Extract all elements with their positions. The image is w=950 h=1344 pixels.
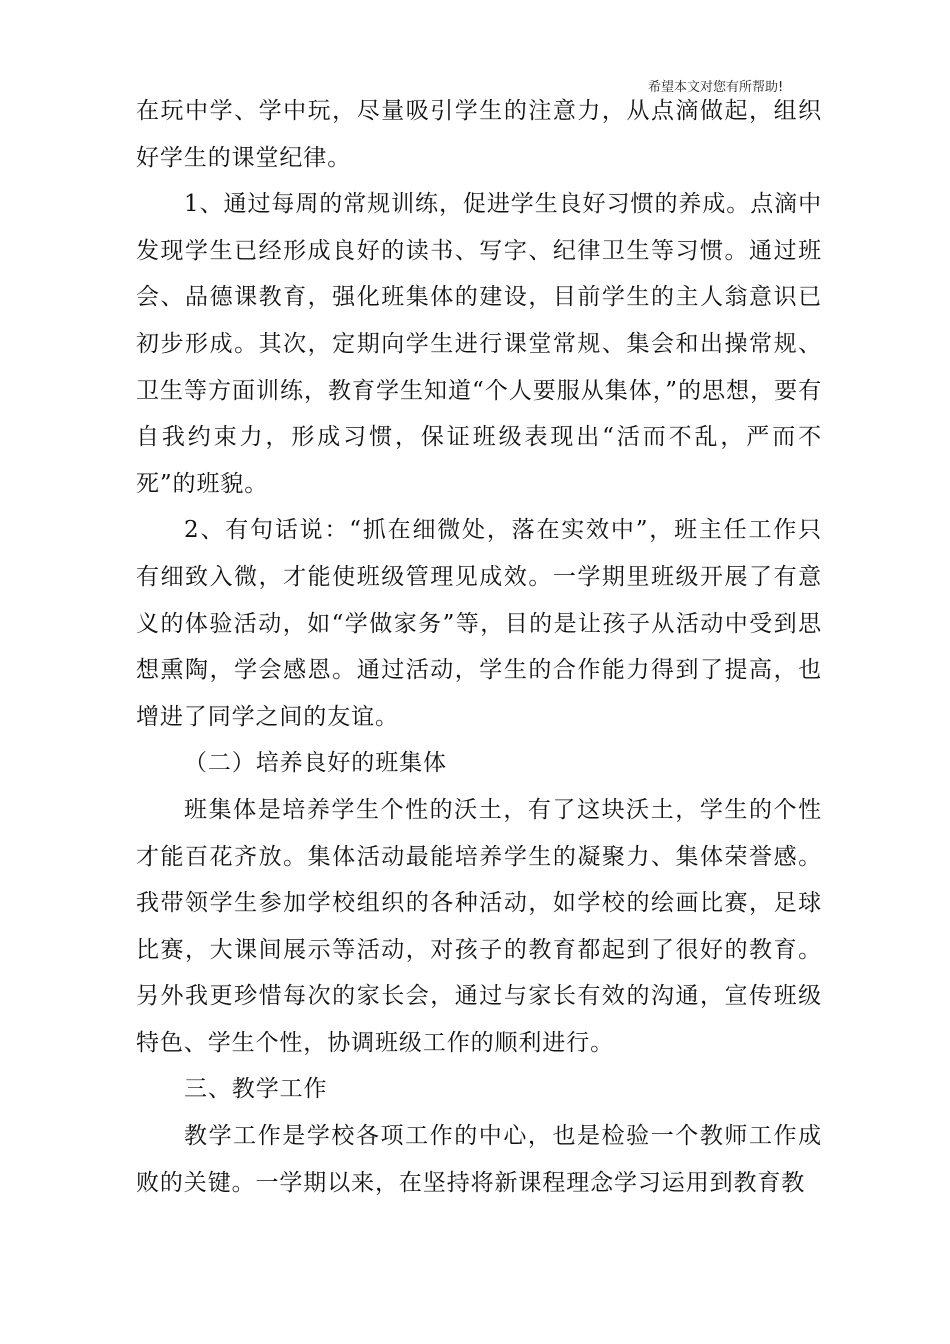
paragraph-2: 1、通过每周的常规训练，促进学生良好习惯的养成。点滴中发现学生已经形成良好的读书、写字、纪律卫生等习惯。通过班会、品德课教育，强化班集体的建设，目前学生的主人翁意识已初步形成。其次，定期向学生进行课堂常规、集会和出操常规、卫生等方面训练，教育学生知道“个人要服从集体，”的思想，要有自我约束力，形成习惯，保证班级表现出“活而不乱，严而不死”的班貌。 — [136, 191, 822, 497]
document-body — [136, 88, 822, 1206]
section-heading-teaching-work: 三、教学工作 — [184, 1076, 328, 1103]
section-heading-class-collective: （二）培养良好的班集体 — [184, 750, 447, 777]
paragraph-1: 在玩中学、学中玩，尽量吸引学生的注意力，从点滴做起，组织好学生的课堂纪律。 — [136, 98, 822, 171]
paragraph-4: 班集体是培养学生个性的沃土，有了这块沃土，学生的个性才能百花齐放。集体活动最能培养学生的凝聚力、集体荣誉感。我带领学生参加学校组织的各种活动，如学校的绘画比赛，足球比赛，大课间展示等活动，对孩子的教育都起到了很好的教育。另外我更珍惜每次的家长会，通过与家长有效的沟通，宣传班级特色、学生个性，协调班级工作的顺利进行。 — [136, 796, 822, 1056]
paragraph-5: 教学工作是学校各项工作的中心，也是检验一个教师工作成败的关键。一学期以来，在坚持将新课程理念学习运用到教育教 — [136, 1123, 822, 1196]
paragraph-3: 2、有句话说：“抓在细微处，落在实效中”，班主任工作只有细致入微，才能使班级管理见成效。一学期里班级开展了有意义的体验活动，如“学做家务”等，目的是让孩子从活动中受到思想熏陶，学会感恩。通过活动，学生的合作能力得到了提高，也增进了同学之间的友谊。 — [136, 517, 822, 730]
header-note: 希望本文对您有所帮助! — [648, 80, 784, 95]
